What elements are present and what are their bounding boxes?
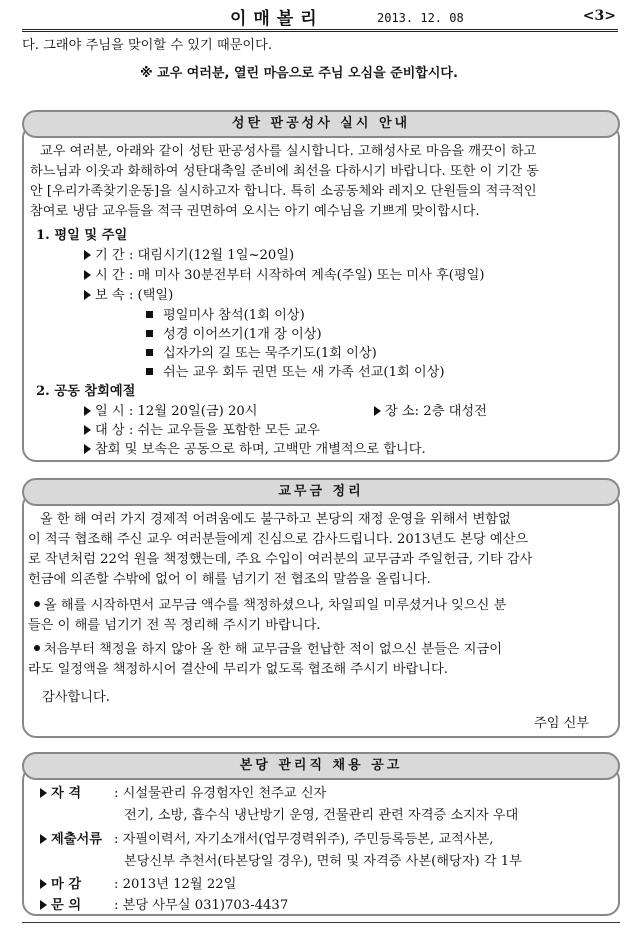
documents-label: 제출서류 bbox=[40, 830, 102, 850]
time-line: 시 간 : 매 미사 30분전부터 시작하여 계속(주일) 또는 미사 후(평일) bbox=[84, 266, 484, 286]
dues-bullet-line: 처음부터 책정을 하지 않아 올 한 해 교무금을 헌납한 적이 없으신 분들은 지금이 bbox=[34, 640, 502, 660]
dues-para-line: 헌금에 의존할 수밖에 없어 이 해를 넘기기 전 협조의 말씀을 올립니다. bbox=[28, 572, 431, 587]
documents-value: 본당신부 추천서(타본당일 경우), 면허 및 자격증 사본(해당자) 각 1부 bbox=[124, 854, 522, 869]
penance-option: 평일미사 참석(1회 이상) bbox=[146, 306, 305, 326]
rite-date-line: 일 시 : 12월 20일(금) 20시 bbox=[84, 402, 257, 422]
weekday-sunday-title: 1. 평일 및 주일 bbox=[36, 228, 128, 243]
square-bullet-icon bbox=[146, 330, 153, 337]
triangle-bullet-icon bbox=[40, 788, 47, 798]
page-header bbox=[22, 2, 618, 32]
dues-para-line: 올 한 해 여러 가지 경제적 어려움에도 불구하고 본당의 재정 운영을 위해서 변함없 bbox=[40, 512, 511, 527]
footer-divider bbox=[22, 922, 620, 923]
qualification-value: 전기, 소방, 흡수식 냉난방기 운영, 건물관리 관련 자격증 소지자 우대 bbox=[124, 808, 519, 823]
notice-text: ※ 교우 여러분, 열린 마음으로 주님 오심을 준비합시다. bbox=[140, 66, 458, 81]
dues-para-line: 이 적극 협조해 주신 교우 여러분들에게 진심으로 감사드립니다. 2013년도 본당 예산으 bbox=[28, 532, 529, 547]
contact-value: : 본당 사무실 031)703-4437 bbox=[114, 898, 289, 913]
round-bullet-icon bbox=[34, 601, 40, 607]
round-bullet-icon bbox=[34, 645, 40, 651]
square-bullet-icon bbox=[146, 368, 153, 375]
documents-value: : 자필이력서, 자기소개서(업무경력위주), 주민등록등본, 교적사본, bbox=[114, 832, 494, 847]
triangle-bullet-icon bbox=[40, 900, 47, 910]
qualification-value: : 시설물관리 유경험자인 천주교 신자 bbox=[114, 786, 327, 801]
dues-bullet-line: 라도 일정액을 책정하시어 결산에 무리가 없도록 협조해 주시기 바랍니다. bbox=[28, 662, 448, 677]
dues-para-line: 로 작년처럼 22억 원을 책정했는데, 주요 수입이 여러분의 교무금과 주일헌금, 기타 감사 bbox=[28, 552, 533, 567]
penance-option: 쉬는 교우 회두 권면 또는 새 가족 선교(1회 이상) bbox=[146, 363, 445, 383]
penitential-rite-title: 2. 공동 참회예절 bbox=[36, 384, 136, 399]
penance-option: 성경 이어쓰기(1개 장 이상) bbox=[146, 325, 322, 345]
section-sacrament-heading: 성탄 판공성사 실시 안내 bbox=[22, 110, 620, 138]
deadline-value: : 2013년 12월 22일 bbox=[114, 877, 237, 892]
triangle-bullet-icon bbox=[84, 290, 91, 300]
triangle-bullet-icon bbox=[84, 270, 91, 280]
qualification-label: 자 격 bbox=[40, 784, 81, 804]
dues-bullet-line: 들은 이 해를 넘기기 전 꼭 정리해 주시기 바랍니다. bbox=[28, 618, 321, 633]
sacrament-para-line: 하느님과 이웃과 화해하여 성탄대축일 준비에 최선을 다하시기 바랍니다. 또한 이 기간 동 bbox=[30, 164, 539, 179]
triangle-bullet-icon bbox=[40, 834, 47, 844]
page-number: <3> bbox=[582, 8, 616, 24]
triangle-bullet-icon bbox=[374, 406, 381, 416]
triangle-bullet-icon bbox=[84, 406, 91, 416]
bulletin-date: 2013. 12. 08 bbox=[377, 11, 464, 25]
square-bullet-icon bbox=[146, 349, 153, 356]
square-bullet-icon bbox=[146, 311, 153, 318]
section-dues-heading: 교무금 정리 bbox=[22, 478, 620, 506]
sacrament-para-line: 교우 여러분, 아래와 같이 성탄 판공성사를 실시합니다. 고해성사로 마음을 깨끗이 하고 bbox=[40, 144, 537, 159]
bulletin-title: 이매볼리 bbox=[230, 9, 324, 29]
sacrament-para-line: 참여로 냉담 교우들을 적극 권면하여 오시는 아기 예수님을 기쁘게 맞이합시다. bbox=[30, 204, 480, 219]
rite-place-line: 장 소: 2층 대성전 bbox=[374, 402, 487, 422]
signature-text: 주임 신부 bbox=[534, 716, 590, 731]
dues-bullet-line: 올 해를 시작하면서 교무금 액수를 책정하셨으나, 차일피일 미루셨거나 잊으신 분 bbox=[34, 596, 506, 616]
penance-option: 십자가의 길 또는 묵주기도(1회 이상) bbox=[146, 344, 377, 364]
continued-text: 다. 그래야 주님을 맞이할 수 있기 때문이다. bbox=[22, 38, 273, 53]
triangle-bullet-icon bbox=[84, 425, 91, 435]
triangle-bullet-icon bbox=[84, 444, 91, 454]
thanks-text: 감사합니다. bbox=[42, 690, 110, 705]
penance-line: 보 속 : (택일) bbox=[84, 286, 173, 306]
triangle-bullet-icon bbox=[84, 250, 91, 260]
triangle-bullet-icon bbox=[40, 879, 47, 889]
contact-label: 문 의 bbox=[40, 896, 81, 916]
period-line: 기 간 : 대림시기(12월 1일~20일) bbox=[84, 246, 294, 266]
rite-note-line: 참회 및 보속은 공동으로 하며, 고백만 개별적으로 합니다. bbox=[84, 440, 426, 460]
section-hiring-heading: 본당 관리직 채용 공고 bbox=[22, 752, 620, 780]
rite-target-line: 대 상 : 쉬는 교우들을 포함한 모든 교우 bbox=[84, 421, 320, 441]
deadline-label: 마 감 bbox=[40, 875, 81, 895]
sacrament-para-line: 안 [우리가족찾기운동]을 실시하고자 합니다. 특히 소공동체와 레지오 단원들의 적극적인 bbox=[30, 184, 537, 199]
